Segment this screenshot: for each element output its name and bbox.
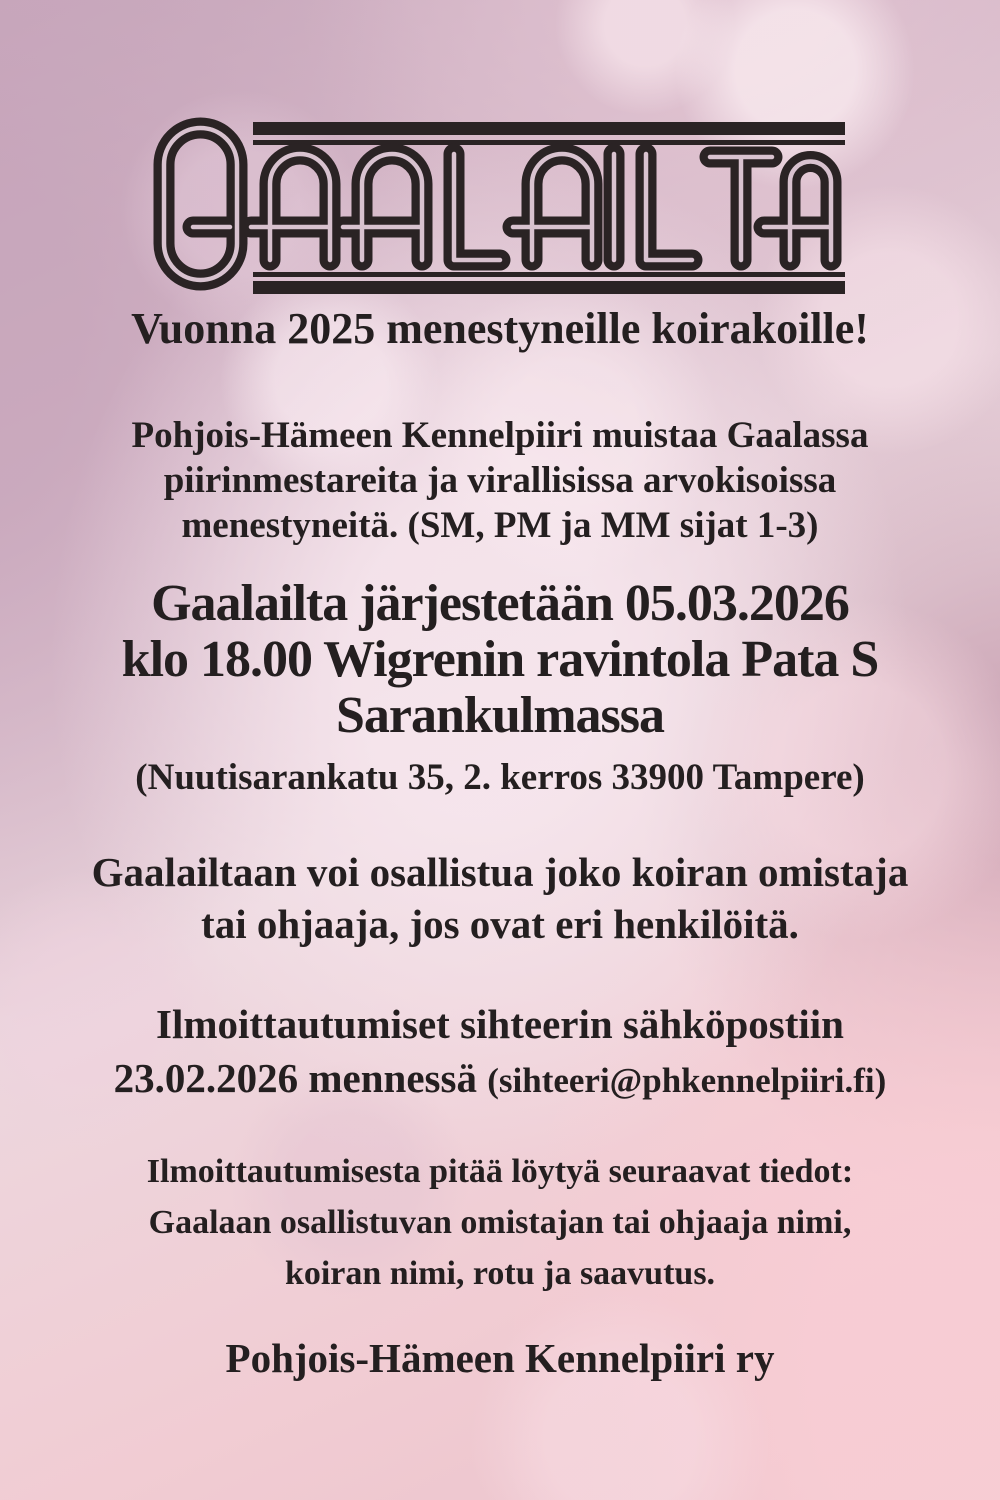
text-line: piirinmestareita ja virallisissa arvokisoissa	[163, 460, 837, 501]
gaalailta-logo	[153, 112, 845, 295]
text-line: tai ohjaaja, jos ovat eri henkilöitä.	[201, 901, 799, 947]
text-line: menestyneitä. (SM, PM ja MM sijat 1-3)	[181, 505, 819, 546]
text-line: Gaalailta järjestetään 05.03.2026	[151, 575, 849, 632]
registration-paragraph	[0, 997, 1000, 1108]
text-line	[0, 1051, 1000, 1108]
intro-paragraph	[0, 413, 1000, 548]
text-line: Gaalailtaan voi osallistua joko koiran omistaja	[91, 849, 909, 895]
text-line: Gaalaan osallistuvan omistajan tai ohjaaja nimi,	[148, 1204, 852, 1241]
participation-paragraph	[0, 846, 1000, 950]
text-line: Ilmoittautumisesta pitää löytyä seuraavat tiedot:	[146, 1153, 854, 1190]
subtitle: Vuonna 2025 menestyneille koirakoille!	[131, 304, 869, 353]
text-line: klo 18.00 Wigrenin ravintola Pata S	[121, 631, 879, 688]
registration-email: (sihteeri@phkennelpiiri.fi)	[487, 1061, 887, 1100]
text-line: Ilmoittautumiset sihteerin sähköpostiin	[156, 1001, 844, 1047]
event-heading	[0, 576, 1000, 744]
text-line: Sarankulmassa	[336, 687, 664, 744]
text-line: Pohjois-Hämeen Kennelpiiri muistaa Gaalassa	[131, 415, 869, 456]
event-address: (Nuutisarankatu 35, 2. kerros 33900 Tampere)	[135, 757, 865, 798]
text-line: koiran nimi, rotu ja saavutus.	[284, 1255, 716, 1292]
organizer-name: Pohjois-Hämeen Kennelpiiri ry	[225, 1335, 775, 1381]
page-title	[0, 21, 1, 22]
registration-deadline: 23.02.2026 mennessä	[113, 1055, 477, 1101]
details-paragraph	[0, 1146, 1000, 1299]
